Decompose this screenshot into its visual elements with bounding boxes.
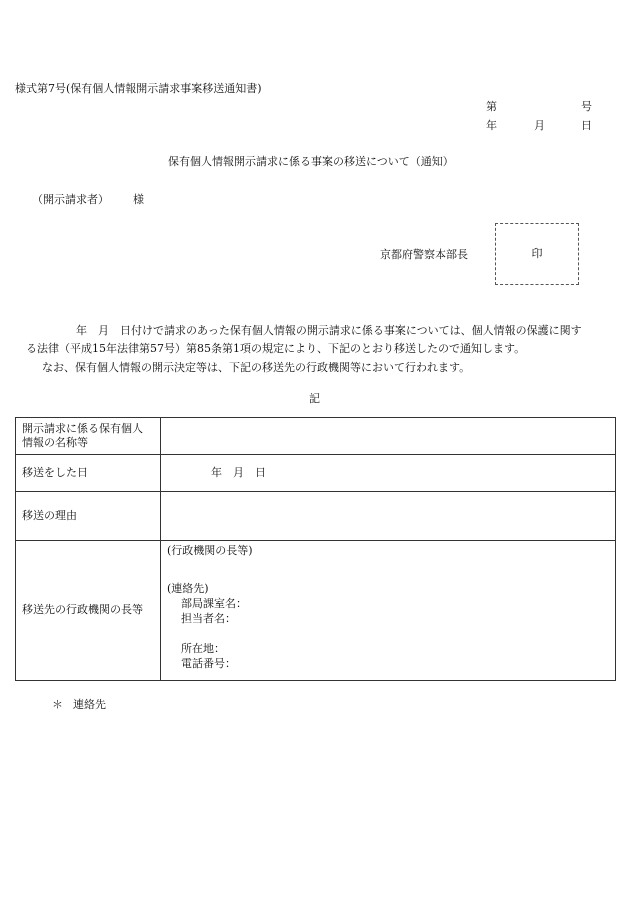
row-label-reason: 移送の理由: [16, 492, 161, 541]
document-number-suffix: 号: [581, 100, 592, 113]
destination-heading: (行政機関の長等): [167, 544, 253, 557]
table-row: [16, 455, 616, 492]
row-label-line: 開示請求に係る保有個人: [22, 421, 143, 435]
footnote-mark: ＊: [52, 698, 63, 711]
date-day: 日: [581, 119, 592, 132]
date-month: 月: [534, 119, 545, 132]
transfer-date-value: 年 月 日: [211, 465, 266, 479]
row-label-line: 情報の名称等: [22, 436, 88, 449]
row-label-info-name: [16, 418, 161, 455]
phone-field: 電話番号：: [181, 657, 236, 670]
addressee-label: （開示請求者）: [32, 193, 109, 206]
table-row: [16, 418, 616, 455]
row-value-info-name: [161, 418, 616, 455]
row-label-transfer-date: 移送をした日: [16, 455, 161, 492]
form-id: 様式第7号(保有個人情報開示請求事案移送通知書): [15, 82, 262, 95]
row-value-destination: [161, 541, 616, 681]
seal-box: [495, 223, 579, 285]
table-row: [16, 541, 616, 681]
address-field: 所在地：: [181, 642, 225, 655]
body-line-1: 年 月 日付けで請求のあった保有個人情報の開示請求に係る事案については、個人情報の保護に関す: [76, 324, 582, 337]
addressee-honorific: 様: [133, 193, 144, 206]
body-paragraph-2: なお、保有個人情報の開示決定等は、下記の移送先の行政機関等において行われます。: [42, 361, 471, 374]
seal-mark: 印: [531, 246, 543, 260]
date-year: 年: [486, 119, 497, 132]
row-label-destination: 移送先の行政機関の長等: [16, 541, 161, 681]
department-field: 部局課室名：: [181, 597, 247, 610]
document-number-prefix: 第: [486, 100, 497, 113]
sender-name: 京都府警察本部長: [380, 248, 468, 261]
body-line-2: る法律（平成15年法律第57号）第85条第1項の規定により、下記のとおり移送したので通知します。: [26, 342, 526, 355]
row-value-transfer-date: [161, 455, 616, 492]
record-table: [15, 417, 616, 681]
table-row: [16, 492, 616, 541]
document-title: 保有個人情報開示請求に係る事案の移送について（通知）: [168, 155, 454, 168]
person-field: 担当者名：: [181, 612, 236, 625]
row-value-reason: [161, 492, 616, 541]
contact-heading: (連絡先): [167, 582, 209, 595]
ki-heading: 記: [309, 392, 320, 405]
footnote-text: 連絡先: [73, 698, 106, 711]
body-paragraph-1: [28, 322, 618, 358]
